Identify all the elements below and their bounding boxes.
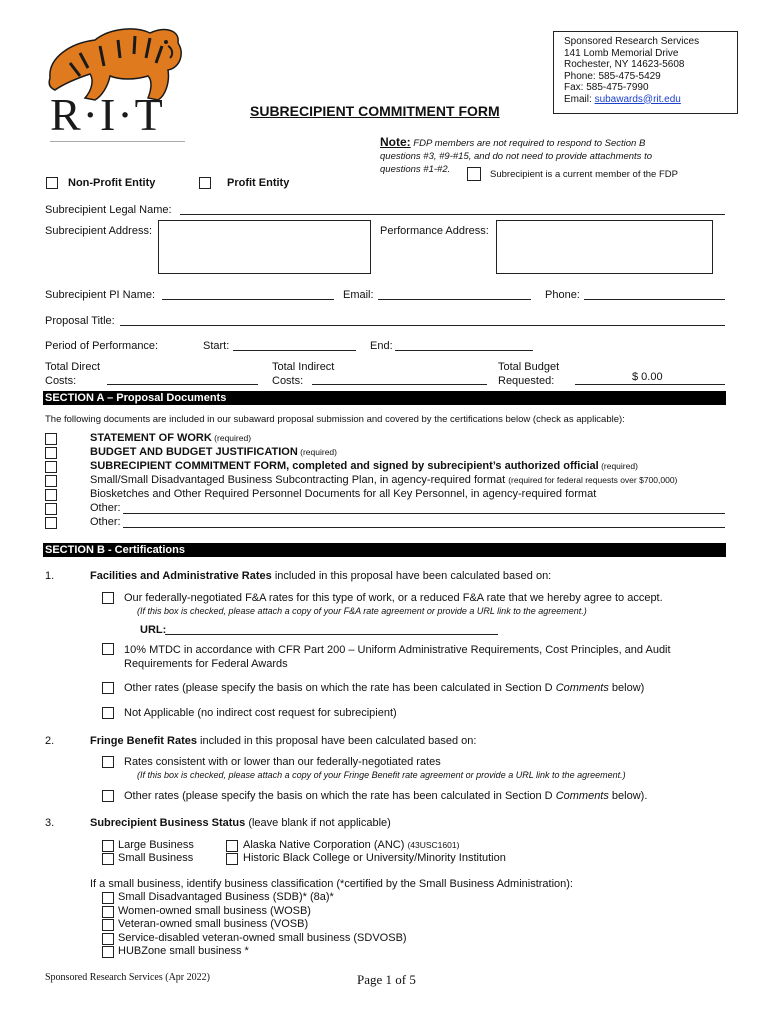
large-business-label: Large Business (118, 839, 194, 851)
fax-line: Fax: 585-475-7990 (564, 82, 649, 93)
address-block (553, 31, 738, 114)
doc-checkbox[interactable] (45, 517, 57, 529)
fa-negotiated-note: (If this box is checked, please attach a copy of your F&A rate agreement or provide a URL link to the agreement.) (137, 606, 587, 616)
small-business-checkbox[interactable] (102, 853, 114, 865)
address-line: 141 Lomb Memorial Drive (564, 47, 679, 59)
phone-line: Phone: 585-475-5429 (564, 70, 661, 82)
large-business-checkbox[interactable] (102, 840, 114, 852)
legal-name-label: Subrecipient Legal Name: (45, 204, 172, 216)
start-input[interactable] (233, 350, 356, 351)
other-input[interactable] (123, 513, 725, 514)
anc-label: Alaska Native Corporation (ANC) (43USC1601) (243, 839, 460, 851)
period-label: Period of Performance: (45, 340, 159, 352)
total-budget-input[interactable] (575, 384, 725, 385)
email-link[interactable]: subawards@rit.edu (594, 93, 681, 105)
other-input[interactable] (123, 527, 725, 528)
nonprofit-checkbox[interactable] (46, 177, 58, 189)
small-business-label: Small Business (118, 852, 194, 864)
doc-checkbox[interactable] (45, 433, 57, 445)
class-checkbox[interactable] (102, 919, 114, 931)
class-checkbox[interactable] (102, 892, 114, 904)
phone-field-input[interactable] (584, 299, 725, 300)
q3-number: 3. (45, 817, 55, 829)
class-checkbox[interactable] (102, 906, 114, 918)
proposal-title-input[interactable] (120, 325, 725, 326)
q3-text: Subrecipient Business Status (leave blank if not applicable) (90, 817, 391, 829)
url-input[interactable] (165, 634, 498, 635)
email-field-label: Email: (343, 289, 374, 301)
section-a-list (45, 432, 735, 530)
list-item: Other: (45, 516, 735, 530)
doc-checkbox[interactable] (45, 475, 57, 487)
end-input[interactable] (395, 350, 533, 351)
end-label: End: (370, 340, 393, 352)
total-direct-label: Total Direct Costs: (45, 361, 101, 387)
fringe-negotiated-checkbox[interactable] (102, 756, 114, 768)
list-item: Small/Small Disadvantaged Business Subcontracting Plan, in agency-required format (required for federal requests over $700,000) (45, 474, 735, 488)
list-item: SUBRECIPIENT COMMITMENT FORM, completed and signed by subrecipient’s authorized official (required) (45, 460, 735, 474)
fa-other-checkbox[interactable] (102, 682, 114, 694)
logo-letters: R·I·T (50, 89, 165, 140)
list-item: Other: (45, 502, 735, 516)
hbcu-checkbox[interactable] (226, 853, 238, 865)
rit-logo (40, 18, 190, 143)
mtdc-checkbox[interactable] (102, 643, 114, 655)
profit-label: Profit Entity (227, 177, 290, 189)
q1-text: Facilities and Administrative Rates included in this proposal have been calculated based on: (90, 570, 552, 582)
fringe-other-label: Other rates (please specify the basis on which the rate has been calculated in Section D Comments below). (124, 790, 648, 802)
doc-checkbox[interactable] (45, 503, 57, 515)
page-number: Page 1 of 5 (357, 972, 416, 987)
q2-number: 2. (45, 735, 55, 747)
start-label: Start: (203, 340, 230, 352)
fdp-member-label: Subrecipient is a current member of the FDP (490, 169, 678, 180)
total-indirect-input[interactable] (312, 384, 487, 385)
form-title: SUBRECIPIENT COMMITMENT FORM (250, 103, 500, 119)
mtdc-label: 10% MTDC in accordance with CFR Part 200 – Uniform Administrative Requirements, Cost Principles, and Audit Requirements for Federal Awards (124, 644, 671, 670)
performance-address-label: Performance Address: (380, 225, 489, 237)
total-indirect-label: Total Indirect Costs: (272, 361, 335, 387)
hbcu-label: Historic Black College or University/Minority Institution (243, 852, 506, 864)
legal-name-input[interactable] (180, 214, 725, 215)
q2-text: Fringe Benefit Rates included in this proposal have been calculated based on: (90, 735, 477, 747)
fdp-member-checkbox[interactable] (467, 167, 481, 181)
address-line: Rochester, NY 14623-5608 (564, 59, 685, 70)
email-line: Email: subawards@rit.edu (564, 93, 681, 105)
fa-na-label: Not Applicable (no indirect cost request for subrecipient) (124, 707, 397, 719)
fdp-note: Note: FDP members are not required to respond to Section B questions #3, #9-#15, and do not need to provide attachments to questions #1-#2. (380, 135, 652, 175)
fa-negotiated-label: Our federally-negotiated F&A rates for this type of work, or a reduced F&A rate that we hereby agree to accept. (124, 592, 663, 604)
performance-address-input[interactable] (496, 220, 713, 274)
class-checkbox[interactable] (102, 933, 114, 945)
footer-left: Sponsored Research Services (Apr 2022) (45, 972, 210, 983)
list-item: Biosketches and Other Required Personnel Documents for all Key Personnel, in agency-required format (45, 488, 735, 502)
email-field-input[interactable] (378, 299, 531, 300)
pi-name-label: Subrecipient PI Name: (45, 289, 156, 301)
phone-field-label: Phone: (545, 289, 580, 301)
fringe-negotiated-note: (If this box is checked, please attach a copy of your Fringe Benefit rate agreement or provide a URL link to the agreement.) (137, 770, 626, 780)
section-a-header: SECTION A – Proposal Documents (43, 391, 726, 405)
fa-na-checkbox[interactable] (102, 707, 114, 719)
profit-checkbox[interactable] (199, 177, 211, 189)
doc-checkbox[interactable] (45, 489, 57, 501)
proposal-title-label: Proposal Title: (45, 315, 115, 327)
total-budget-value: $ 0.00 (632, 371, 663, 383)
fa-other-label: Other rates (please specify the basis on which the rate has been calculated in Section D Comments below) (124, 682, 645, 694)
fringe-other-checkbox[interactable] (102, 790, 114, 802)
list-item: BUDGET AND BUDGET JUSTIFICATION (required) (45, 446, 735, 460)
section-a-intro: The following documents are included in our subaward proposal submission and covered by the certifications below (check as applicable): (45, 414, 625, 425)
small-business-intro: If a small business, identify business classification (*certified by the Small Business Administration): (90, 878, 573, 890)
class-checkbox[interactable] (102, 946, 114, 958)
anc-checkbox[interactable] (226, 840, 238, 852)
fringe-negotiated-label: Rates consistent with or lower than our federally-negotiated rates (124, 756, 441, 768)
nonprofit-label: Non-Profit Entity (68, 177, 156, 189)
address-line: Sponsored Research Services (564, 36, 700, 47)
section-b-header: SECTION B - Certifications (43, 543, 726, 557)
total-direct-input[interactable] (107, 384, 258, 385)
url-label: URL: (140, 624, 167, 636)
pi-name-input[interactable] (162, 299, 334, 300)
q1-number: 1. (45, 570, 55, 582)
address-label: Subrecipient Address: (45, 225, 153, 237)
doc-checkbox[interactable] (45, 461, 57, 473)
list-item: STATEMENT OF WORK (required) (45, 432, 735, 446)
fa-negotiated-checkbox[interactable] (102, 592, 114, 604)
address-input[interactable] (158, 220, 371, 274)
total-budget-label: Total Budget Requested: (498, 361, 560, 387)
doc-checkbox[interactable] (45, 447, 57, 459)
